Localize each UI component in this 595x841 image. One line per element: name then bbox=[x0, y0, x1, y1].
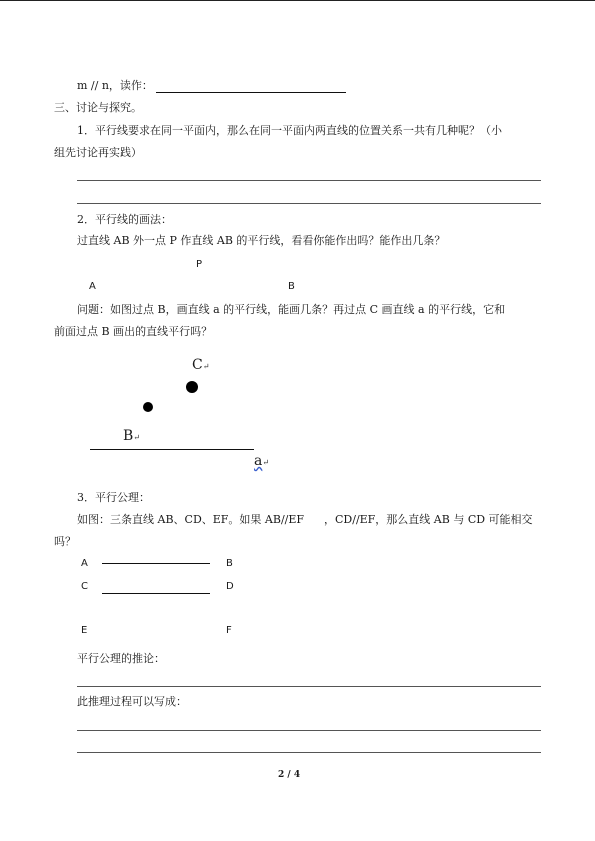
line-ab bbox=[102, 563, 210, 564]
paragraph-mark-icon: ↵ bbox=[133, 433, 140, 442]
question-1-text: 1．平行线要求在同一平面内，那么在同一平面内两直线的位置关系一共有几种呢？（小 bbox=[77, 124, 502, 137]
problem-text-cont: 前面过点 B 画出的直线平行吗？ bbox=[54, 325, 213, 338]
point-c-dot bbox=[186, 381, 198, 393]
figure2-label-c-text: C bbox=[192, 357, 203, 373]
figure2-label-a-text: a bbox=[254, 453, 263, 469]
reasoning-label: 此推理过程可以写成： bbox=[77, 695, 187, 708]
figure3-label-b: B bbox=[226, 558, 233, 569]
figure3-label-e: E bbox=[81, 625, 88, 636]
section-title: 三、讨论与探究。 bbox=[54, 101, 142, 114]
question-3-text-cont: 吗？ bbox=[54, 535, 76, 548]
figure3-label-a: A bbox=[81, 558, 88, 569]
figure1-label-b: B bbox=[288, 281, 295, 292]
answer-line-2[interactable] bbox=[77, 203, 541, 204]
page-number: 2 / 4 bbox=[278, 770, 301, 780]
answer-line-reasoning-2[interactable] bbox=[77, 752, 541, 753]
question-1-text-cont: 组先讨论再实践） bbox=[54, 146, 142, 159]
question-3-title: 3．平行公理： bbox=[77, 491, 150, 504]
corollary-label: 平行公理的推论： bbox=[77, 652, 165, 665]
header-rule bbox=[0, 0, 595, 1]
line-cd bbox=[102, 593, 210, 594]
figure2-label-b bbox=[123, 429, 140, 445]
point-b-dot bbox=[143, 402, 153, 412]
answer-line-reasoning-1[interactable] bbox=[77, 730, 541, 731]
figure2-label-a bbox=[254, 454, 269, 470]
answer-line-corollary[interactable] bbox=[77, 686, 541, 687]
line-a bbox=[90, 449, 254, 450]
figure3-label-f: F bbox=[226, 625, 232, 636]
problem-text: 问题：如图过点 B，画直线 a 的平行线，能画几条？再过点 C 画直线 a 的平行线，它和 bbox=[77, 303, 506, 316]
figure3-label-d: D bbox=[226, 581, 234, 592]
paragraph-mark-icon: ↵ bbox=[262, 458, 270, 467]
figure1-label-a: A bbox=[89, 281, 96, 292]
figure1-label-p: P bbox=[196, 259, 203, 270]
answer-line-1[interactable] bbox=[77, 180, 541, 181]
figure3-label-c: C bbox=[81, 581, 88, 592]
question-3-text-a: 如图：三条直线 AB、CD、EF。如果 AB//EF bbox=[77, 513, 305, 526]
question-2-title: 2．平行线的画法： bbox=[77, 213, 172, 226]
answer-blank-read-as[interactable] bbox=[156, 92, 346, 93]
paragraph-mark-icon: ↵ bbox=[202, 362, 210, 371]
figure2-label-c bbox=[192, 358, 209, 374]
question-3-text-b: ，CD//EF，那么直线 AB 与 CD 可能相交 bbox=[324, 513, 533, 526]
question-2-text: 过直线 AB 外一点 P 作直线 AB 的平行线，看看你能作出吗？能作出几条？ bbox=[77, 234, 446, 247]
figure2-label-b-text: B bbox=[123, 428, 134, 444]
parallel-notation-label: m // n，读作： bbox=[77, 79, 153, 92]
